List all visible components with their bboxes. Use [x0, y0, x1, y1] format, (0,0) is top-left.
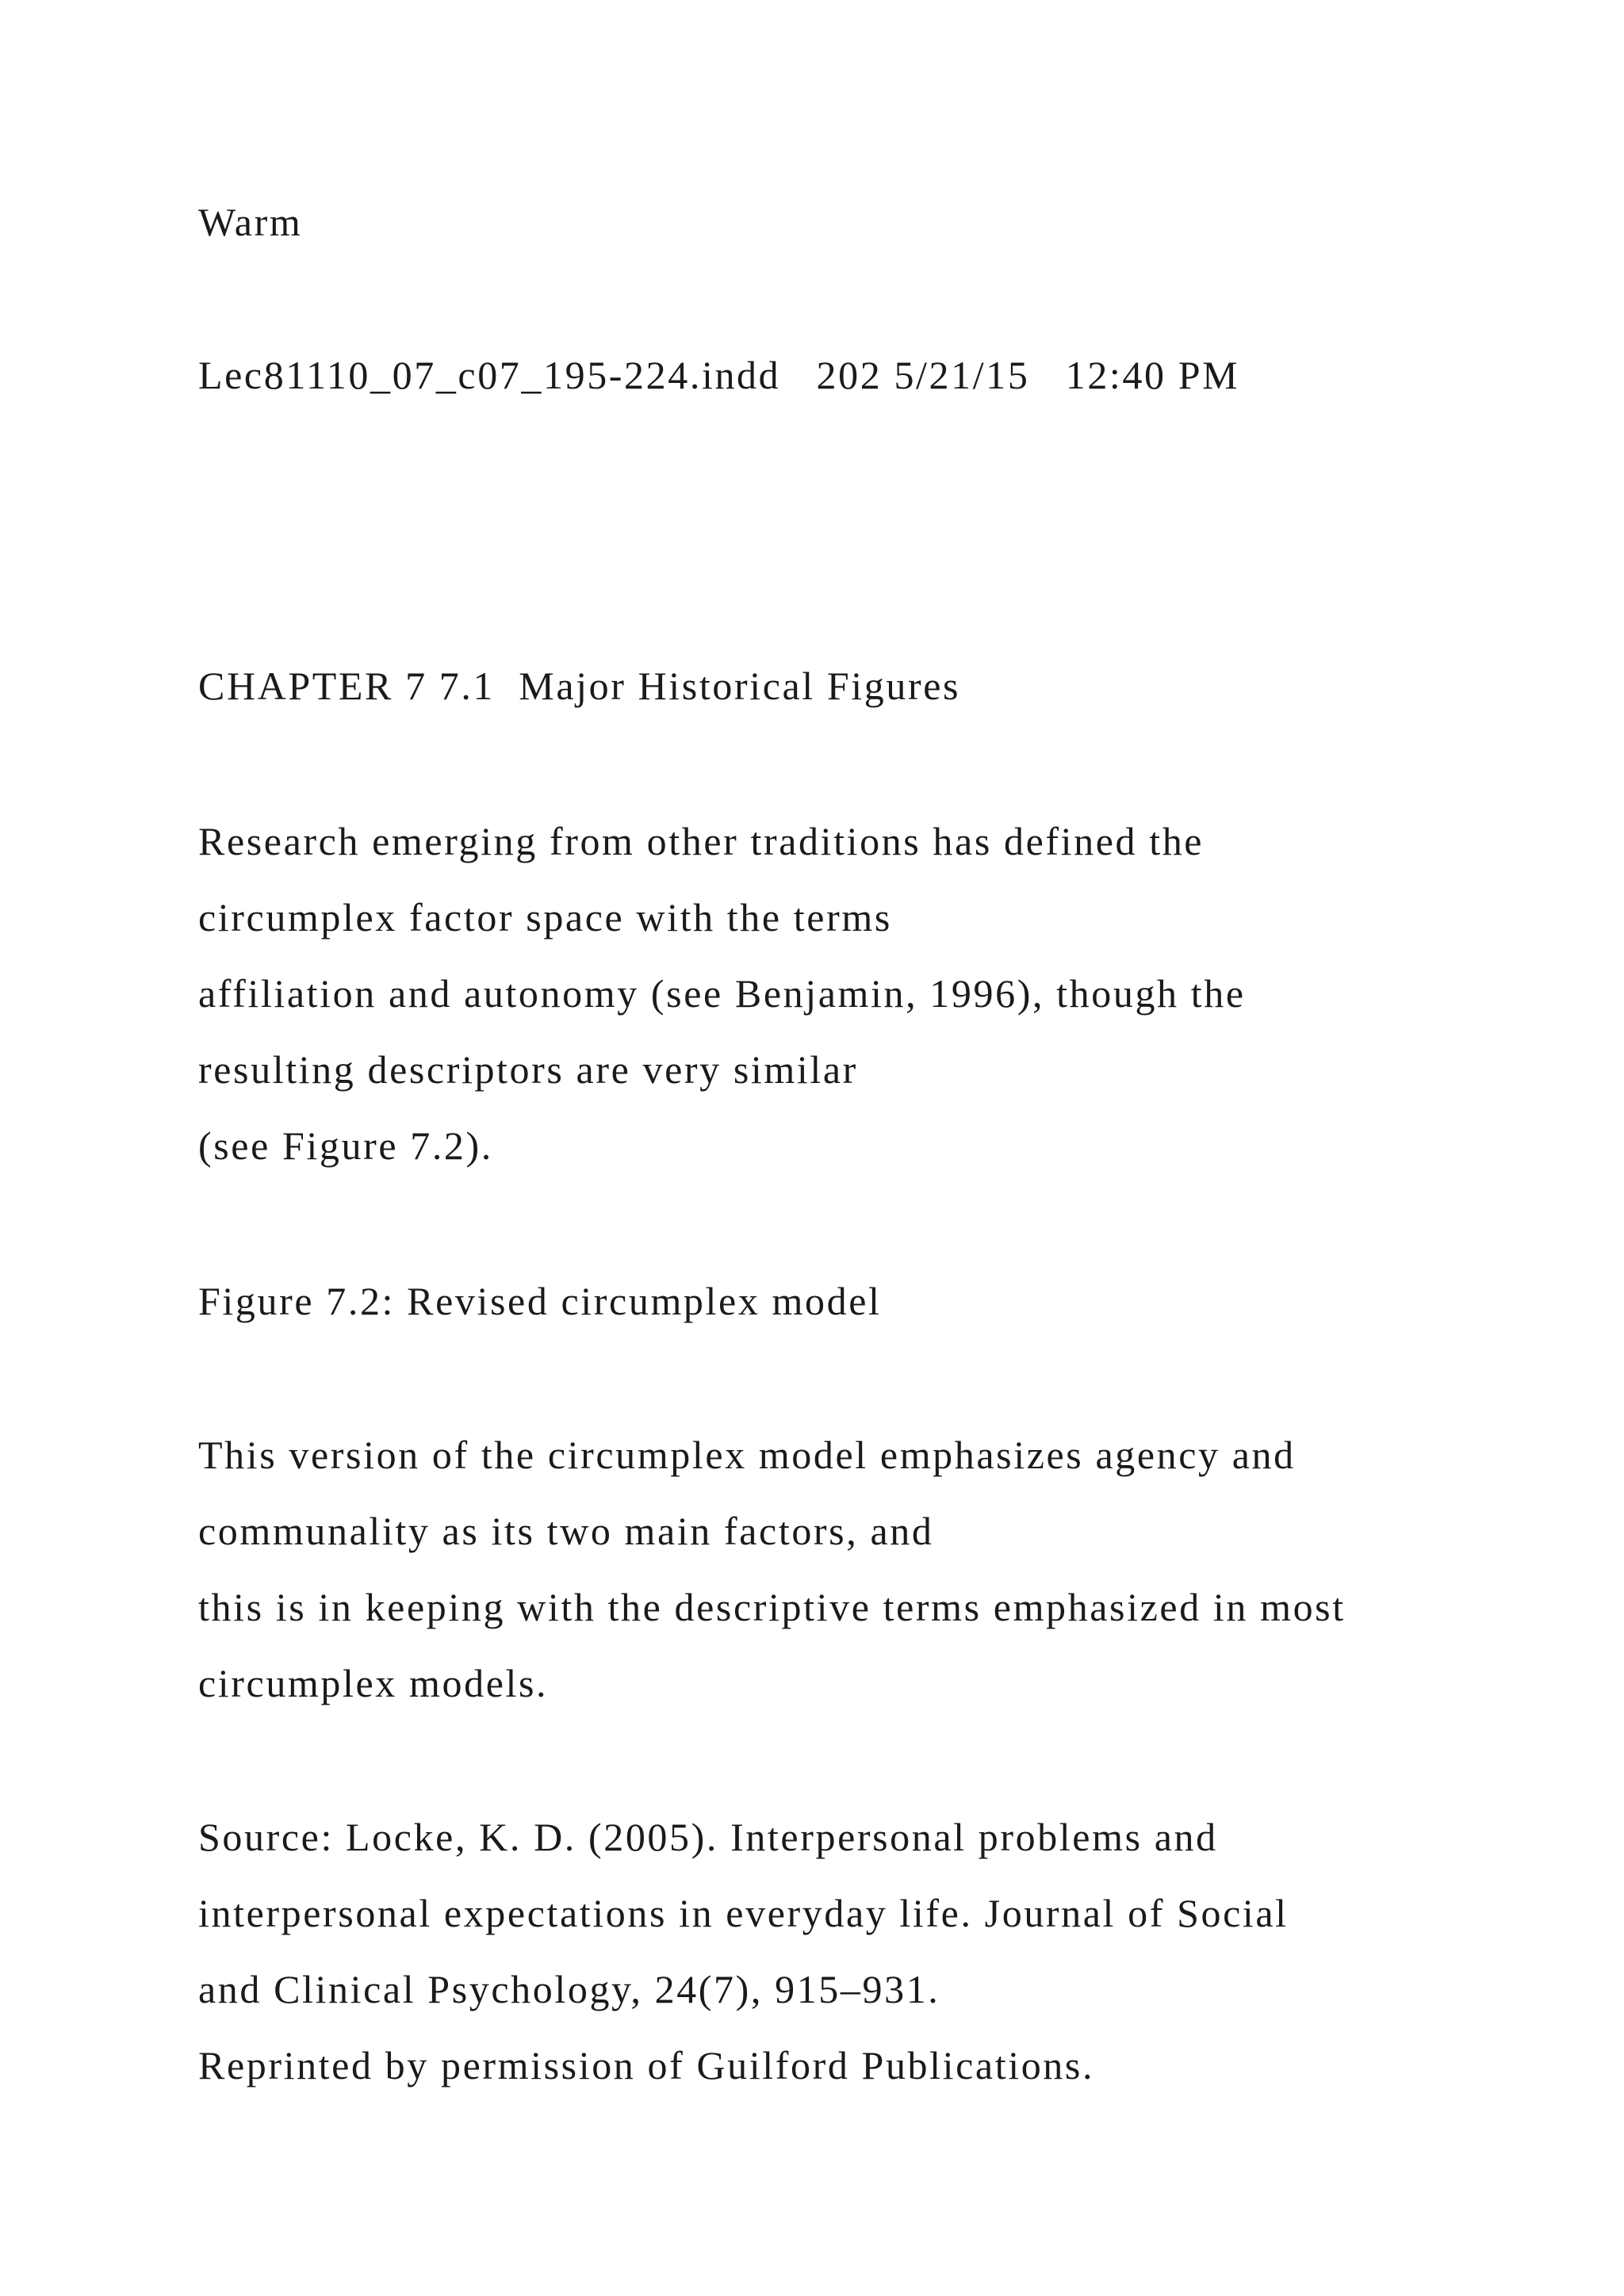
paragraph-line: (see Figure 7.2).	[198, 1123, 493, 1168]
source-line: and Clinical Psychology, 24(7), 915–931.	[198, 1967, 940, 2011]
description-line: communality as its two main factors, and	[198, 1509, 934, 1553]
running-head: CHAPTER 7 7.1 Major Historical Figures	[198, 664, 961, 708]
description-line: this is in keeping with the descriptive terms emphasized in most	[198, 1585, 1346, 1629]
figure-label-warm: Warm	[198, 200, 303, 244]
source-line: Reprinted by permission of Guilford Publications.	[198, 2043, 1095, 2087]
paragraph-line: Research emerging from other traditions has defined the	[198, 819, 1205, 863]
paragraph-line: affiliation and autonomy (see Benjamin, 1996), though the	[198, 971, 1246, 1016]
paragraph-line: circumplex factor space with the terms	[198, 895, 892, 939]
indd-slug: Lec81110_07_c07_195-224.indd 202 5/21/15 12:40 PM	[198, 353, 1240, 397]
paragraph-line: resulting descriptors are very similar	[198, 1047, 858, 1092]
description-line: circumplex models.	[198, 1661, 549, 1705]
source-line: interpersonal expectations in everyday life. Journal of Social	[198, 1891, 1289, 1935]
figure-caption: Figure 7.2: Revised circumplex model	[198, 1279, 882, 1323]
source-line: Source: Locke, K. D. (2005). Interpersonal problems and	[198, 1815, 1218, 1859]
description-line: This version of the circumplex model emphasizes agency and	[198, 1433, 1296, 1477]
